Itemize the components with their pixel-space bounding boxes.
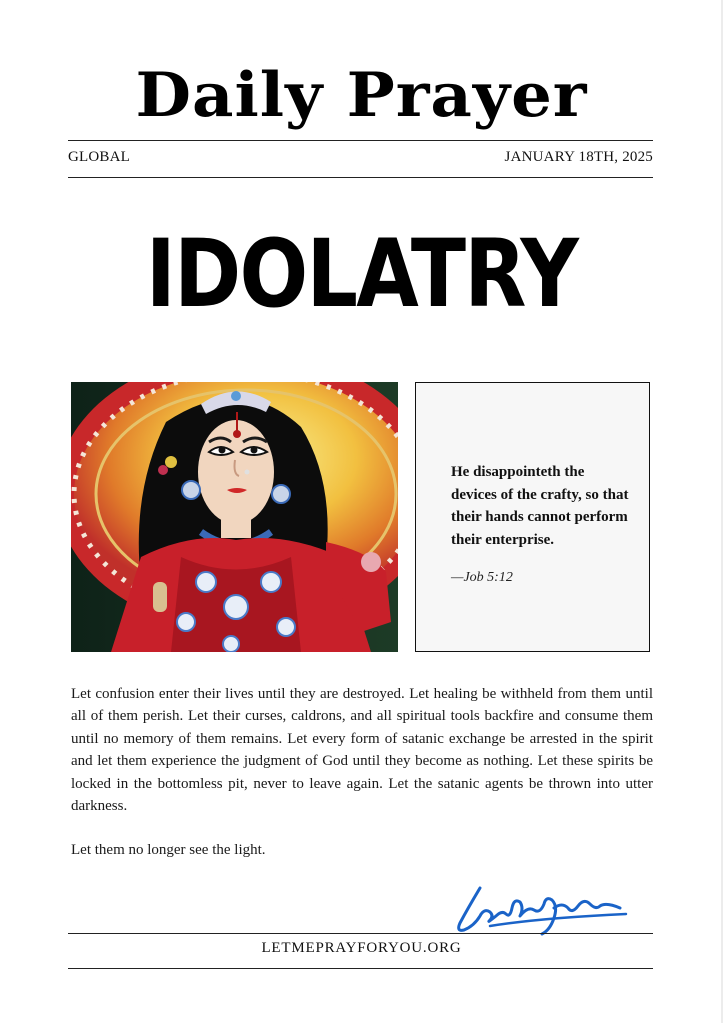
scripture-quote-box — [415, 382, 650, 652]
prayer-paragraph-1: Let confusion enter their lives until they are destroyed. Let healing be withheld from them until all of them perish. Let their curses, caldrons, and all spiritual tools backfire and consume them until no memory of them remains. Let every form of satanic exchange be arrested in the spirit and let them experience the judgment of God until they become as nothing. Let these spirits be locked in the bottomless pit, never to leave again. Let the satanic agents be thrown into utter darkness. — [71, 686, 653, 815]
region-label: GLOBAL — [68, 149, 131, 165]
headline: IDOLATRY — [145, 220, 578, 329]
footer-bottom-rule — [68, 968, 653, 969]
idol-statue-photo — [71, 382, 398, 652]
handwritten-signature — [450, 878, 630, 938]
prayer-paragraph-2: Let them no longer see the light. — [71, 842, 266, 859]
prayer-body — [71, 683, 653, 884]
idol-statue-illustration — [71, 382, 398, 652]
footer-website: LETMEPRAYFORYOU.ORG — [261, 940, 462, 956]
scripture-quote-text: He disappointeth the devices of the crafty, so that their hands cannot perform their enterprise. — [451, 464, 629, 548]
scripture-reference: —Job 5:12 — [451, 570, 513, 585]
date-label: JANUARY 18TH, 2025 — [504, 149, 653, 165]
masthead-title: Daily Prayer — [135, 59, 588, 132]
footer-top-rule — [68, 933, 653, 934]
meta-rule — [68, 177, 653, 178]
top-rule — [68, 140, 653, 141]
